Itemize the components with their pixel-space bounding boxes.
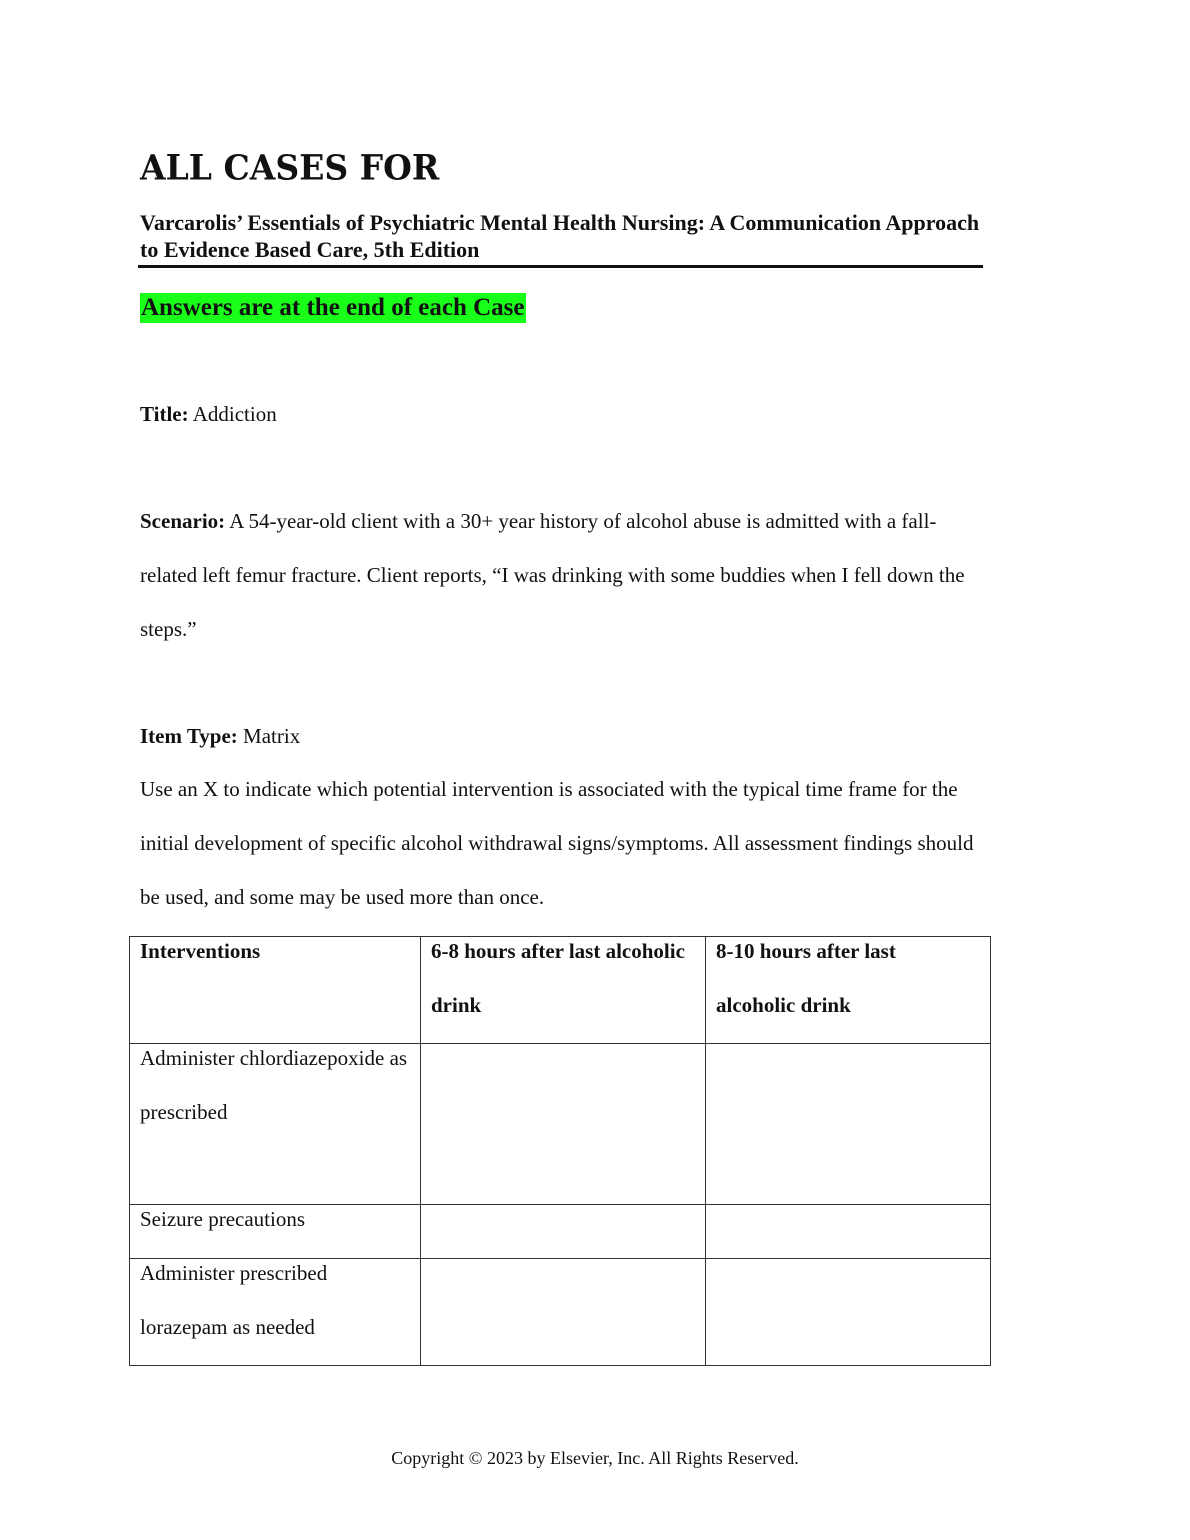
header-6-8-hours: 6-8 hours after last alcoholic drink bbox=[421, 937, 706, 1044]
intervention-matrix-table bbox=[129, 936, 991, 1366]
answer-cell-8-10[interactable] bbox=[706, 1044, 991, 1205]
answer-cell-6-8[interactable] bbox=[421, 1044, 706, 1205]
item-type bbox=[140, 709, 980, 763]
title-divider bbox=[138, 265, 983, 268]
table-row bbox=[130, 1044, 991, 1205]
copyright-footer: Copyright © 2023 by Elsevier, Inc. All Rights Reserved. bbox=[391, 1448, 799, 1468]
item-type-label: Item Type: bbox=[140, 724, 238, 748]
scenario-paragraph bbox=[140, 494, 980, 656]
case-title-value: Addiction bbox=[192, 402, 277, 426]
intervention-cell: Seizure precautions bbox=[130, 1205, 421, 1259]
instructions-paragraph: Use an X to indicate which potential intervention is associated with the typical time frame for the initial development of specific alcohol withdrawal signs/symptoms. All assessment findings should be used, and some may be used more than once. bbox=[140, 777, 974, 909]
case-title-label: Title: bbox=[140, 402, 189, 426]
answer-cell-8-10[interactable] bbox=[706, 1259, 991, 1366]
page-heading: ALL CASES FOR bbox=[140, 147, 440, 188]
book-title: Varcarolis’ Essentials of Psychiatric Mental Health Nursing: A Communication Approach to Evidence Based Care, 5th Edition bbox=[140, 210, 980, 262]
answer-cell-8-10[interactable] bbox=[706, 1205, 991, 1259]
header-8-10-hours: 8-10 hours after last alcoholic drink bbox=[706, 937, 991, 1044]
item-type-value: Matrix bbox=[243, 724, 301, 748]
table-row bbox=[130, 1259, 991, 1366]
intervention-cell: Administer chlordiazepoxide as prescribed bbox=[130, 1044, 421, 1205]
scenario-label: Scenario: bbox=[140, 509, 226, 533]
scenario-text: A 54-year-old client with a 30+ year history of alcohol abuse is admitted with a fall-related left femur fracture. Client reports, “I was drinking with some buddies when I fell down the steps.” bbox=[140, 509, 965, 641]
intervention-cell: Administer prescribed lorazepam as needed bbox=[130, 1259, 421, 1366]
case-title bbox=[140, 387, 980, 441]
answers-note-highlight: Answers are at the end of each Case bbox=[141, 294, 525, 321]
table-header-row bbox=[130, 937, 991, 1044]
answer-cell-6-8[interactable] bbox=[421, 1205, 706, 1259]
header-interventions: Interventions bbox=[130, 937, 421, 1044]
answer-cell-6-8[interactable] bbox=[421, 1259, 706, 1366]
